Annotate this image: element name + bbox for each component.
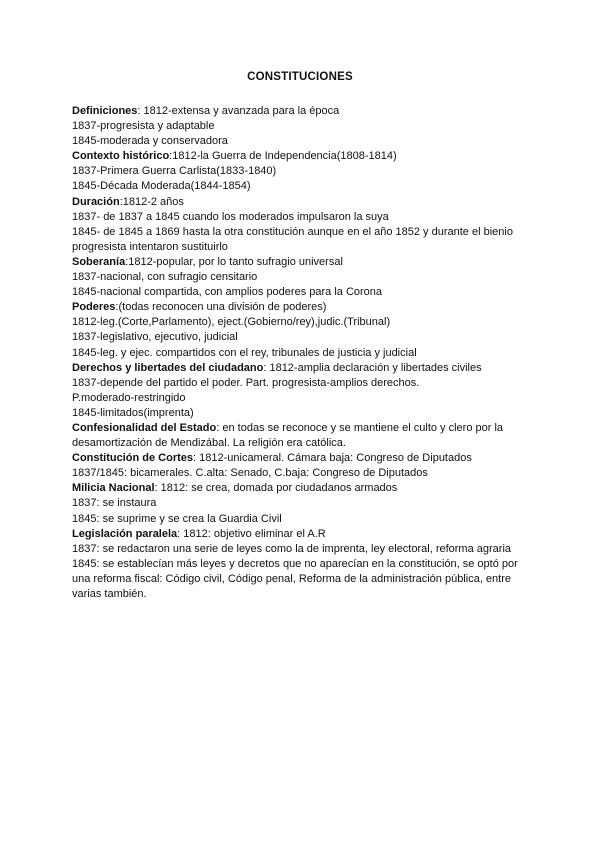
- section-line: 1845-moderada y conservadora: [72, 135, 228, 148]
- section-first-text: :1812-2 años: [119, 195, 184, 208]
- section-heading-line: [72, 195, 532, 210]
- section-line: 1845-limitados(imprenta): [72, 406, 194, 419]
- section-first-text: : 1812: objetivo eliminar el A.R: [177, 527, 326, 540]
- section-heading-line: [72, 255, 532, 270]
- section-line: 1837: se instaura: [72, 497, 157, 510]
- section-label: Constitución de Cortes: [72, 452, 194, 465]
- section-line: P.moderado-restringido: [72, 391, 186, 404]
- section-heading-line: [72, 451, 532, 466]
- section-label: Duración: [72, 195, 120, 208]
- section-first-text: : 1812: se crea, domada por ciudadanos armados: [154, 482, 398, 495]
- section-line: 1845- de 1845 a 1869 hasta la otra constitución aunque en el año 1852 y durante el bienio progresista intentaron sustituirlo: [72, 225, 513, 253]
- section-line: 1845-Década Moderada(1844-1854): [72, 180, 251, 193]
- section-heading-line: [72, 481, 532, 496]
- section-line: 1837-Primera Guerra Carlista(1833-1840): [72, 165, 277, 178]
- section-line: 1845-nacional compartida, con amplios poderes para la Corona: [72, 286, 383, 299]
- section-label: Definiciones: [72, 105, 138, 117]
- document-title: CONSTITUCIONES: [247, 71, 353, 83]
- section-first-text: : 1812-unicameral. Cámara baja: Congreso de Diputados: [193, 452, 472, 465]
- section-line: 1837-depende del partido el poder. Part. progresista-amplios derechos.: [72, 376, 420, 389]
- section-label: Poderes: [72, 301, 116, 314]
- section-heading-line: [72, 300, 532, 315]
- section-heading-line: [72, 421, 532, 451]
- section-line: 1837-legislativo, ejecutivo, judicial: [72, 331, 238, 344]
- section-first-text: : 1812-amplia declaración y libertades civiles: [263, 361, 482, 374]
- section-label: Derechos y libertades del ciudadano: [72, 361, 264, 374]
- section-line: 1845: se suprime y se crea la Guardia Civil: [72, 512, 282, 525]
- section-first-text: : en todas se reconoce y se mantiene el culto y clero por la desamortización de Mendizábal. La religión era católica.: [72, 421, 504, 450]
- section-heading-line: [72, 104, 532, 119]
- section-line: 1837: se redactaron una serie de leyes como la de imprenta, ley electoral, reforma agraria: [72, 542, 512, 555]
- section-line: 1837/1845: bicamerales. C.alta: Senado, C.baja: Congreso de Diputados: [72, 467, 428, 480]
- section-line: 1845: se establecían más leyes y decretos que no aparecían en la constitución, se optó por una reforma fiscal: Código civil, Código penal, Reforma de la administración pública, entre varias también.: [72, 557, 518, 600]
- section-first-text: :1812-la Guerra de Independencia(1808-1814): [169, 150, 397, 163]
- section-heading-line: [72, 361, 532, 376]
- section-heading-line: [72, 149, 532, 164]
- section-label: Legislación paralela: [72, 527, 178, 540]
- section-label: Milicia Nacional: [72, 482, 155, 495]
- section-heading-line: [72, 527, 532, 542]
- section-first-text: : 1812-extensa y avanzada para la época: [137, 105, 340, 117]
- section-line: 1837- de 1837 a 1845 cuando los moderados impulsaron la suya: [72, 210, 389, 223]
- section-line: 1812-leg.(Corte,Parlamento), eject.(Gobierno/rey),judic.(Tribunal): [72, 316, 391, 329]
- section-line: 1837-nacional, con sufragio censitario: [72, 271, 258, 284]
- section-first-text: :1812-popular, por lo tanto sufragio universal: [125, 255, 343, 268]
- section-first-text: :(todas reconocen una división de poderes): [115, 301, 327, 314]
- section-line: 1845-leg. y ejec. compartidos con el rey, tribunales de justicia y judicial: [72, 346, 417, 359]
- document-body: [72, 104, 532, 602]
- section-label: Confesionalidad del Estado: [72, 421, 217, 434]
- section-line: 1837-progresista y adaptable: [72, 120, 215, 133]
- section-label: Soberanía: [72, 255, 126, 268]
- section-label: Contexto histórico: [72, 150, 170, 163]
